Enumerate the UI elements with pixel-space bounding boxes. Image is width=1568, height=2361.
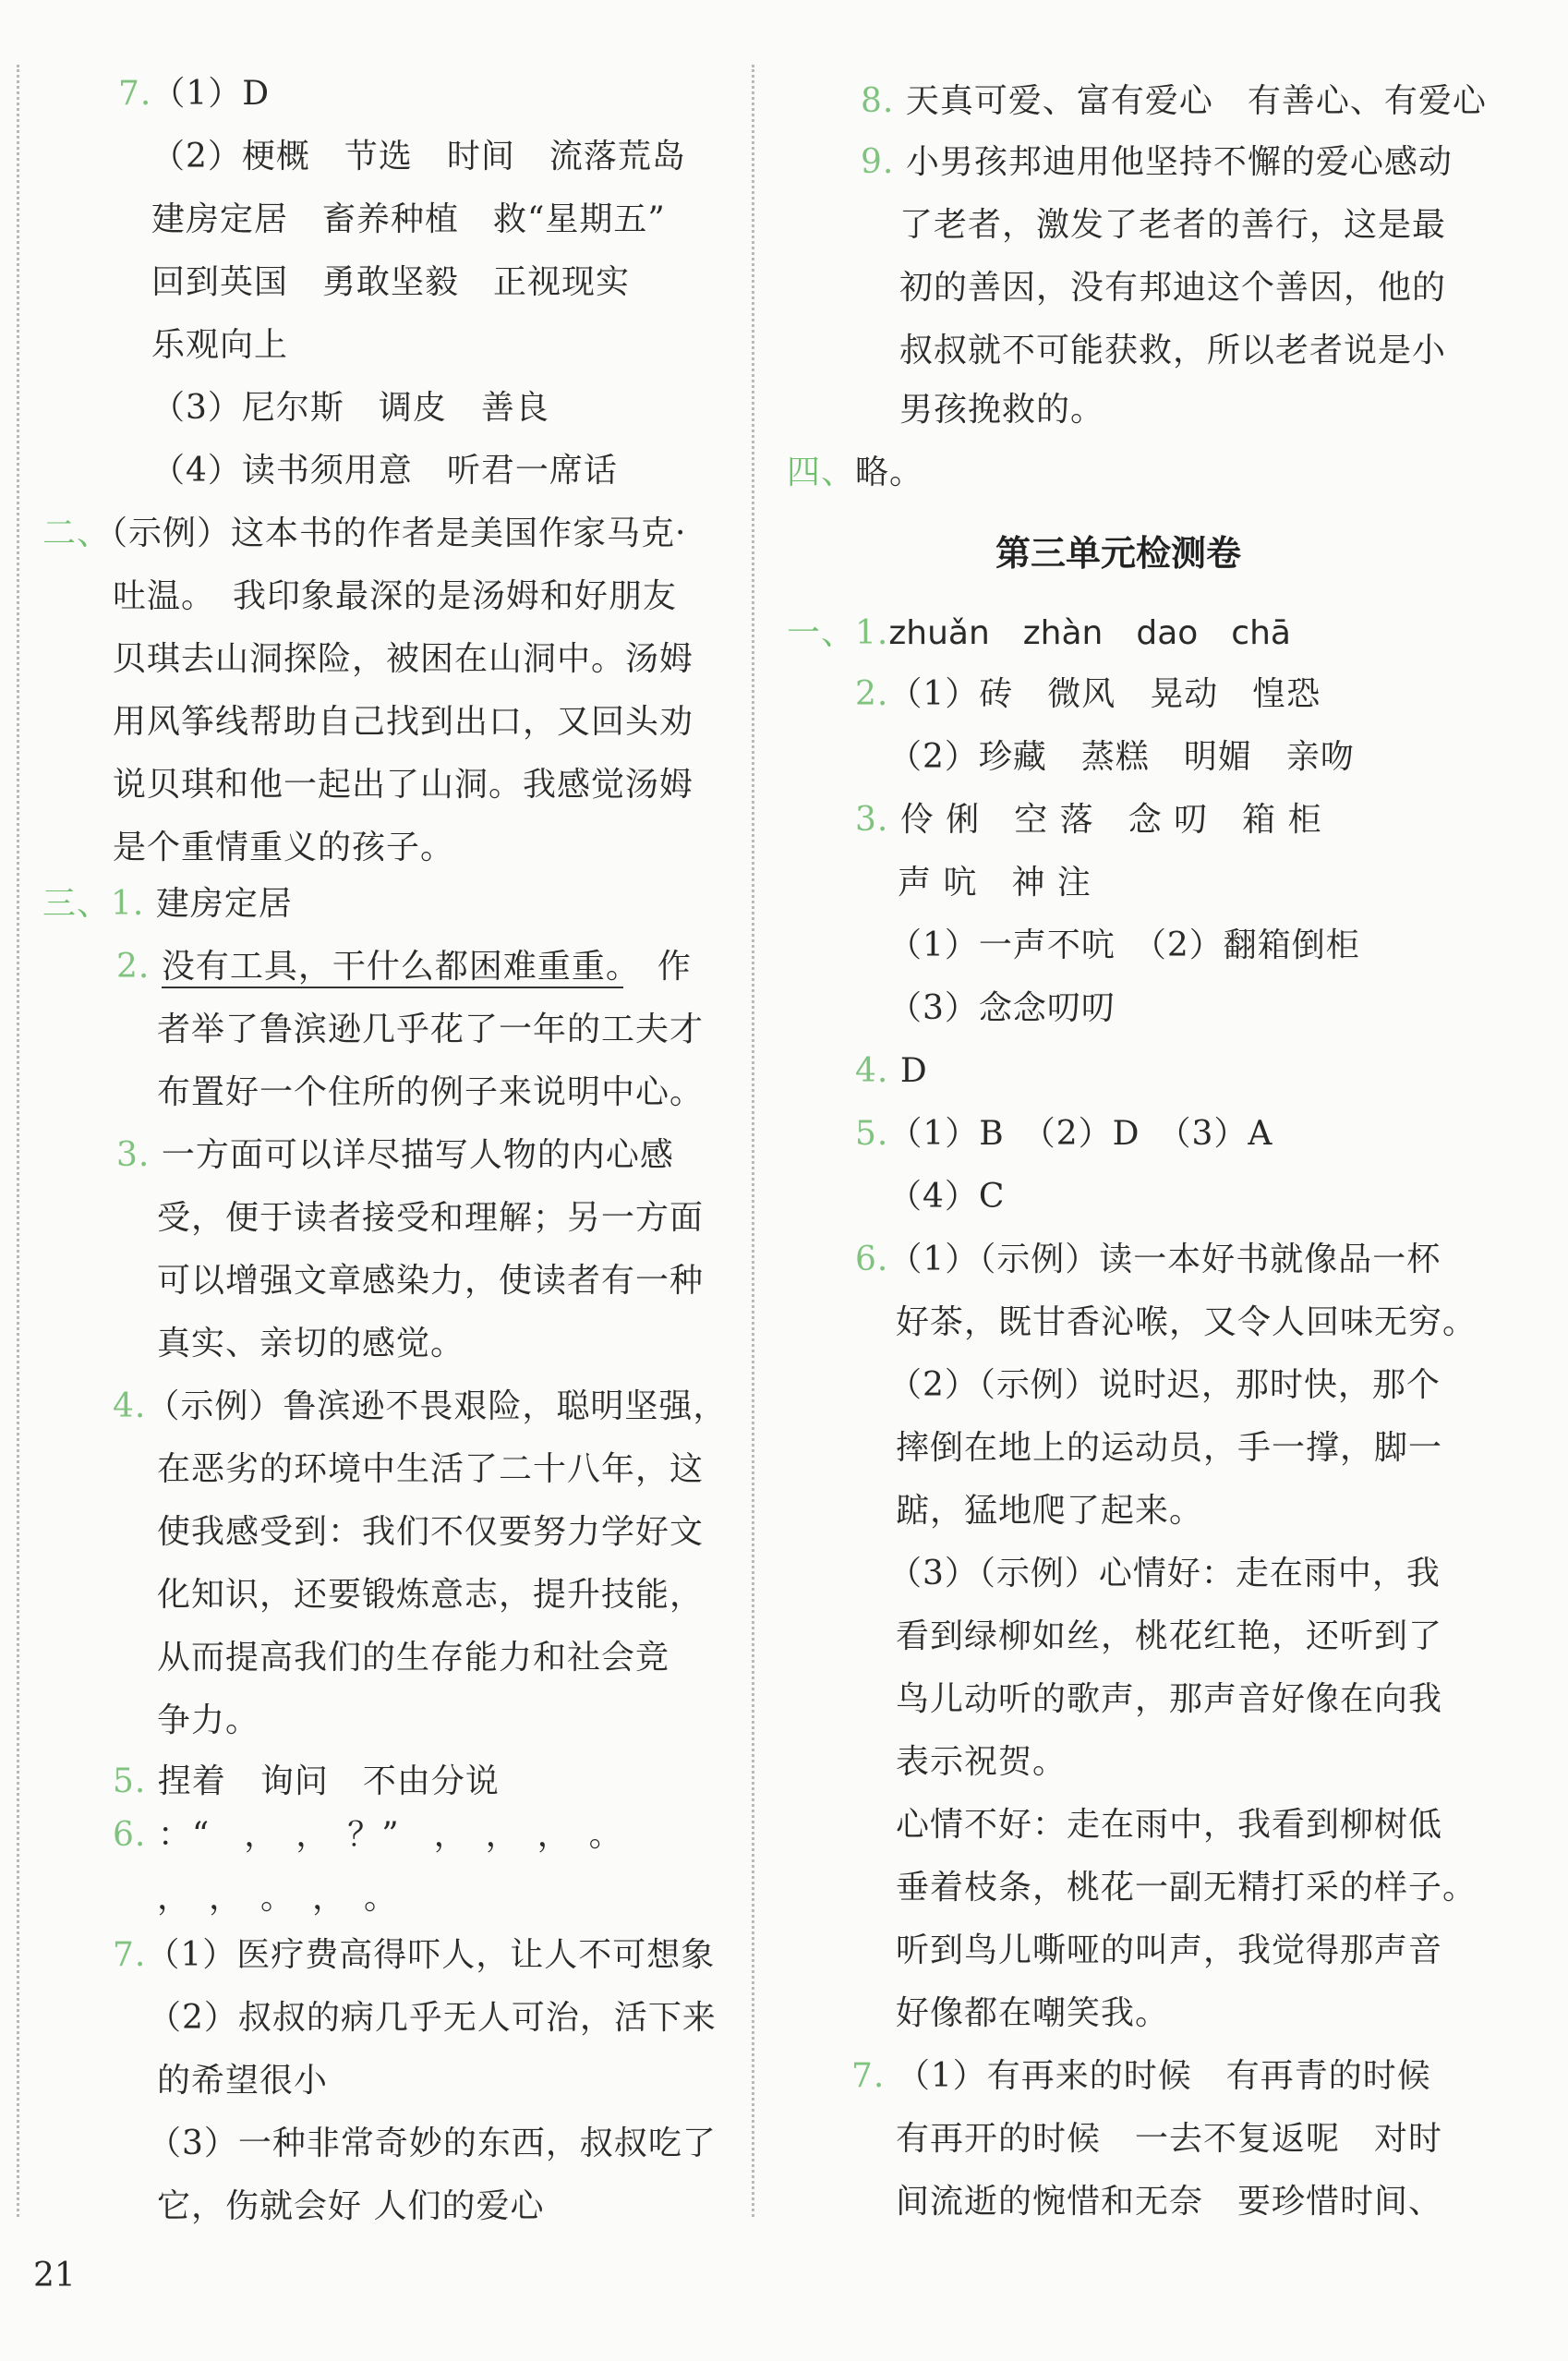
answer-line: 使我感受到：我们不仅要努力学好文 bbox=[157, 1513, 705, 1551]
answer-line: 的希望很小 bbox=[157, 2062, 329, 2100]
answer-line: 吐温。 我印象最深的是汤姆和好朋友 bbox=[113, 577, 678, 615]
answer-line: 建房定居 畜养种植 救“星期五” bbox=[151, 200, 666, 238]
answer-line: 声 吭 神 注 bbox=[898, 864, 1092, 902]
answer-line: 3. 一方面可以详尽描写人物的内心感 bbox=[116, 1136, 674, 1174]
answer-line: （3）（示例）心情好：走在雨中，我 bbox=[888, 1555, 1441, 1592]
answer-line: 6.（1）（示例）读一本好书就像品一杯 bbox=[855, 1241, 1441, 1278]
column-divider bbox=[752, 65, 754, 2217]
answer-line: 回到英国 勇敢坚毅 正视现实 bbox=[151, 263, 631, 301]
question-number: 8. bbox=[861, 82, 895, 120]
answer-line: 叔叔就不可能获救，所以老者说是小 bbox=[899, 332, 1447, 369]
answer-line: 贝琪去山洞探险，被困在山洞中。汤姆 bbox=[113, 640, 694, 678]
answer-line: 6. ：“ ， ， ？” ， ， ， 。 bbox=[113, 1816, 623, 1854]
answer-line: 了老者，激发了老者的善行，这是最 bbox=[899, 206, 1447, 244]
answer-line: 2. 没有工具，干什么都困难重重。 作 bbox=[116, 945, 692, 989]
answer-line: （1）一声不吭 （2）翻箱倒柜 bbox=[888, 926, 1360, 964]
answer-line: 说贝琪和他一起出了山洞。我感觉汤姆 bbox=[113, 766, 694, 804]
answer-line: 四、略。 bbox=[787, 454, 924, 491]
answer-line: （3）尼尔斯 调皮 善良 bbox=[151, 389, 549, 427]
answer-line: 摔倒在地上的运动员，手一撑，脚一 bbox=[896, 1429, 1443, 1467]
question-number: 5. bbox=[855, 1115, 889, 1153]
question-number: 6. bbox=[855, 1241, 889, 1278]
question-number: 7. bbox=[113, 1936, 147, 1974]
answer-line: 争力。 bbox=[157, 1701, 260, 1739]
answer-line: 3. 伶 俐 空 落 念 叨 箱 柜 bbox=[855, 801, 1322, 839]
question-number: 3. bbox=[855, 801, 889, 839]
answer-line: 看到绿柳如丝，桃花红艳，还听到了 bbox=[896, 1617, 1443, 1655]
answer-line: 它，伤就会好 人们的爱心 bbox=[157, 2187, 545, 2225]
answer-line: 表示祝贺。 bbox=[896, 1743, 1067, 1781]
question-number: 3. bbox=[116, 1136, 151, 1174]
answer-line: 好茶，既甘香沁喉，又令人回味无穷。 bbox=[896, 1303, 1478, 1341]
question-number: 6. bbox=[113, 1816, 147, 1854]
question-number: 7. bbox=[118, 75, 152, 113]
page-number: 21 bbox=[33, 2257, 76, 2294]
answer-line: 在恶劣的环境中生活了二十八年，这 bbox=[157, 1450, 705, 1488]
answer-line: 8. 天真可爱、富有爱心 有善心、有爱心 bbox=[861, 82, 1487, 120]
answer-line: （2）梗概 节选 时间 流落荒岛 bbox=[151, 138, 686, 176]
answer-line: 好像都在嘲笑我。 bbox=[896, 1994, 1170, 2032]
answer-line: 7. （1）有再来的时候 有再青的时候 bbox=[851, 2057, 1431, 2095]
answer-line: 受，便于读者接受和理解；另一方面 bbox=[157, 1199, 705, 1237]
answer-line: 5. 捏着 询问 不由分说 bbox=[113, 1762, 500, 1800]
answer-line: 4. D bbox=[855, 1052, 928, 1090]
answer-line: 从而提高我们的生存能力和社会竞 bbox=[157, 1639, 670, 1677]
unit-test-title: 第三单元检测卷 bbox=[995, 533, 1242, 574]
answer-line: 初的善因，没有邦迪这个善因，他的 bbox=[899, 269, 1447, 307]
question-number: 2. bbox=[116, 948, 151, 986]
answer-line: 可以增强文章感染力，使读者有一种 bbox=[157, 1262, 705, 1300]
answer-line: 有再开的时候 一去不复返呢 对时 bbox=[896, 2120, 1443, 2158]
answer-line: 化知识，还要锻炼意志，提升技能， bbox=[157, 1576, 705, 1614]
answer-line: （2）叔叔的病几乎无人可治，活下来 bbox=[148, 1999, 717, 2037]
answer-line: 真实、亲切的感觉。 bbox=[157, 1325, 465, 1362]
section-marker: 三、 bbox=[42, 885, 112, 923]
answer-line: 男孩挽救的。 bbox=[899, 391, 1105, 429]
answer-line: 9. 小男孩邦迪用他坚持不懈的爱心感动 bbox=[861, 143, 1453, 181]
question-number: 4. bbox=[855, 1052, 889, 1090]
answer-line: （4）读书须用意 听君一席话 bbox=[151, 452, 618, 490]
answer-line: 者举了鲁滨逊几乎花了一年的工夫才 bbox=[157, 1011, 705, 1048]
section-marker: 一、 bbox=[787, 614, 856, 652]
left-margin-divider bbox=[17, 65, 19, 2217]
answer-line: 4.（示例）鲁滨逊不畏艰险，聪明坚强， bbox=[113, 1387, 728, 1425]
section-marker: 四、 bbox=[787, 454, 856, 491]
answer-line: 三、1. 建房定居 bbox=[42, 885, 293, 923]
answer-line: 布置好一个住所的例子来说明中心。 bbox=[157, 1073, 705, 1111]
answer-line: 听到鸟儿嘶哑的叫声，我觉得那声音 bbox=[896, 1931, 1443, 1969]
answer-line: （3）念念叨叨 bbox=[888, 989, 1116, 1027]
answer-line: 心情不好：走在雨中，我看到柳树低 bbox=[896, 1806, 1443, 1844]
question-number: 5. bbox=[113, 1762, 147, 1800]
answer-line: 7.（1）医疗费高得吓人，让人不可想象 bbox=[113, 1936, 716, 1974]
answer-line: 踮，猛地爬了起来。 bbox=[896, 1492, 1204, 1530]
answer-line: 7.（1）D bbox=[118, 75, 271, 113]
answer-line: （2）珍藏 蒸糕 明媚 亲吻 bbox=[888, 738, 1355, 776]
answer-line: 5.（1）B （2）D （3）A bbox=[855, 1115, 1273, 1153]
section-marker: 二、 bbox=[42, 515, 112, 552]
answer-line: （2）（示例）说时迟，那时快，那个 bbox=[888, 1366, 1441, 1404]
question-number: 7. bbox=[851, 2057, 886, 2095]
question-number: 4. bbox=[113, 1387, 147, 1425]
answer-line: 乐观向上 bbox=[151, 326, 289, 364]
answer-line: 用风筝线帮助自己找到出口，又回头劝 bbox=[113, 703, 694, 741]
answer-line: 间流逝的惋惜和无奈 要珍惜时间、 bbox=[896, 2183, 1443, 2221]
answer-line: 是个重情重义的孩子。 bbox=[113, 829, 455, 866]
question-number: 2. bbox=[855, 675, 889, 713]
answer-line: （4）C bbox=[888, 1178, 1006, 1216]
answer-line: 鸟儿动听的歌声，那声音好像在向我 bbox=[896, 1680, 1443, 1718]
answer-line: （3）一种非常奇妙的东西，叔叔吃了 bbox=[148, 2125, 717, 2162]
underlined-answer: 没有工具，干什么都困难重重。 bbox=[162, 948, 623, 988]
answer-line: ， ， 。 ， 。 bbox=[157, 1879, 399, 1917]
answer-line: 一、1.zhuǎn zhàn dao chā bbox=[787, 614, 1291, 652]
answer-line: 2.（1）砖 微风 晃动 惶恐 bbox=[855, 675, 1321, 713]
question-number: 9. bbox=[861, 143, 895, 181]
answer-line: 二、（示例）这本书的作者是美国作家马克· bbox=[42, 515, 687, 552]
answer-line: 垂着枝条，桃花一副无精打采的样子。 bbox=[896, 1869, 1478, 1907]
